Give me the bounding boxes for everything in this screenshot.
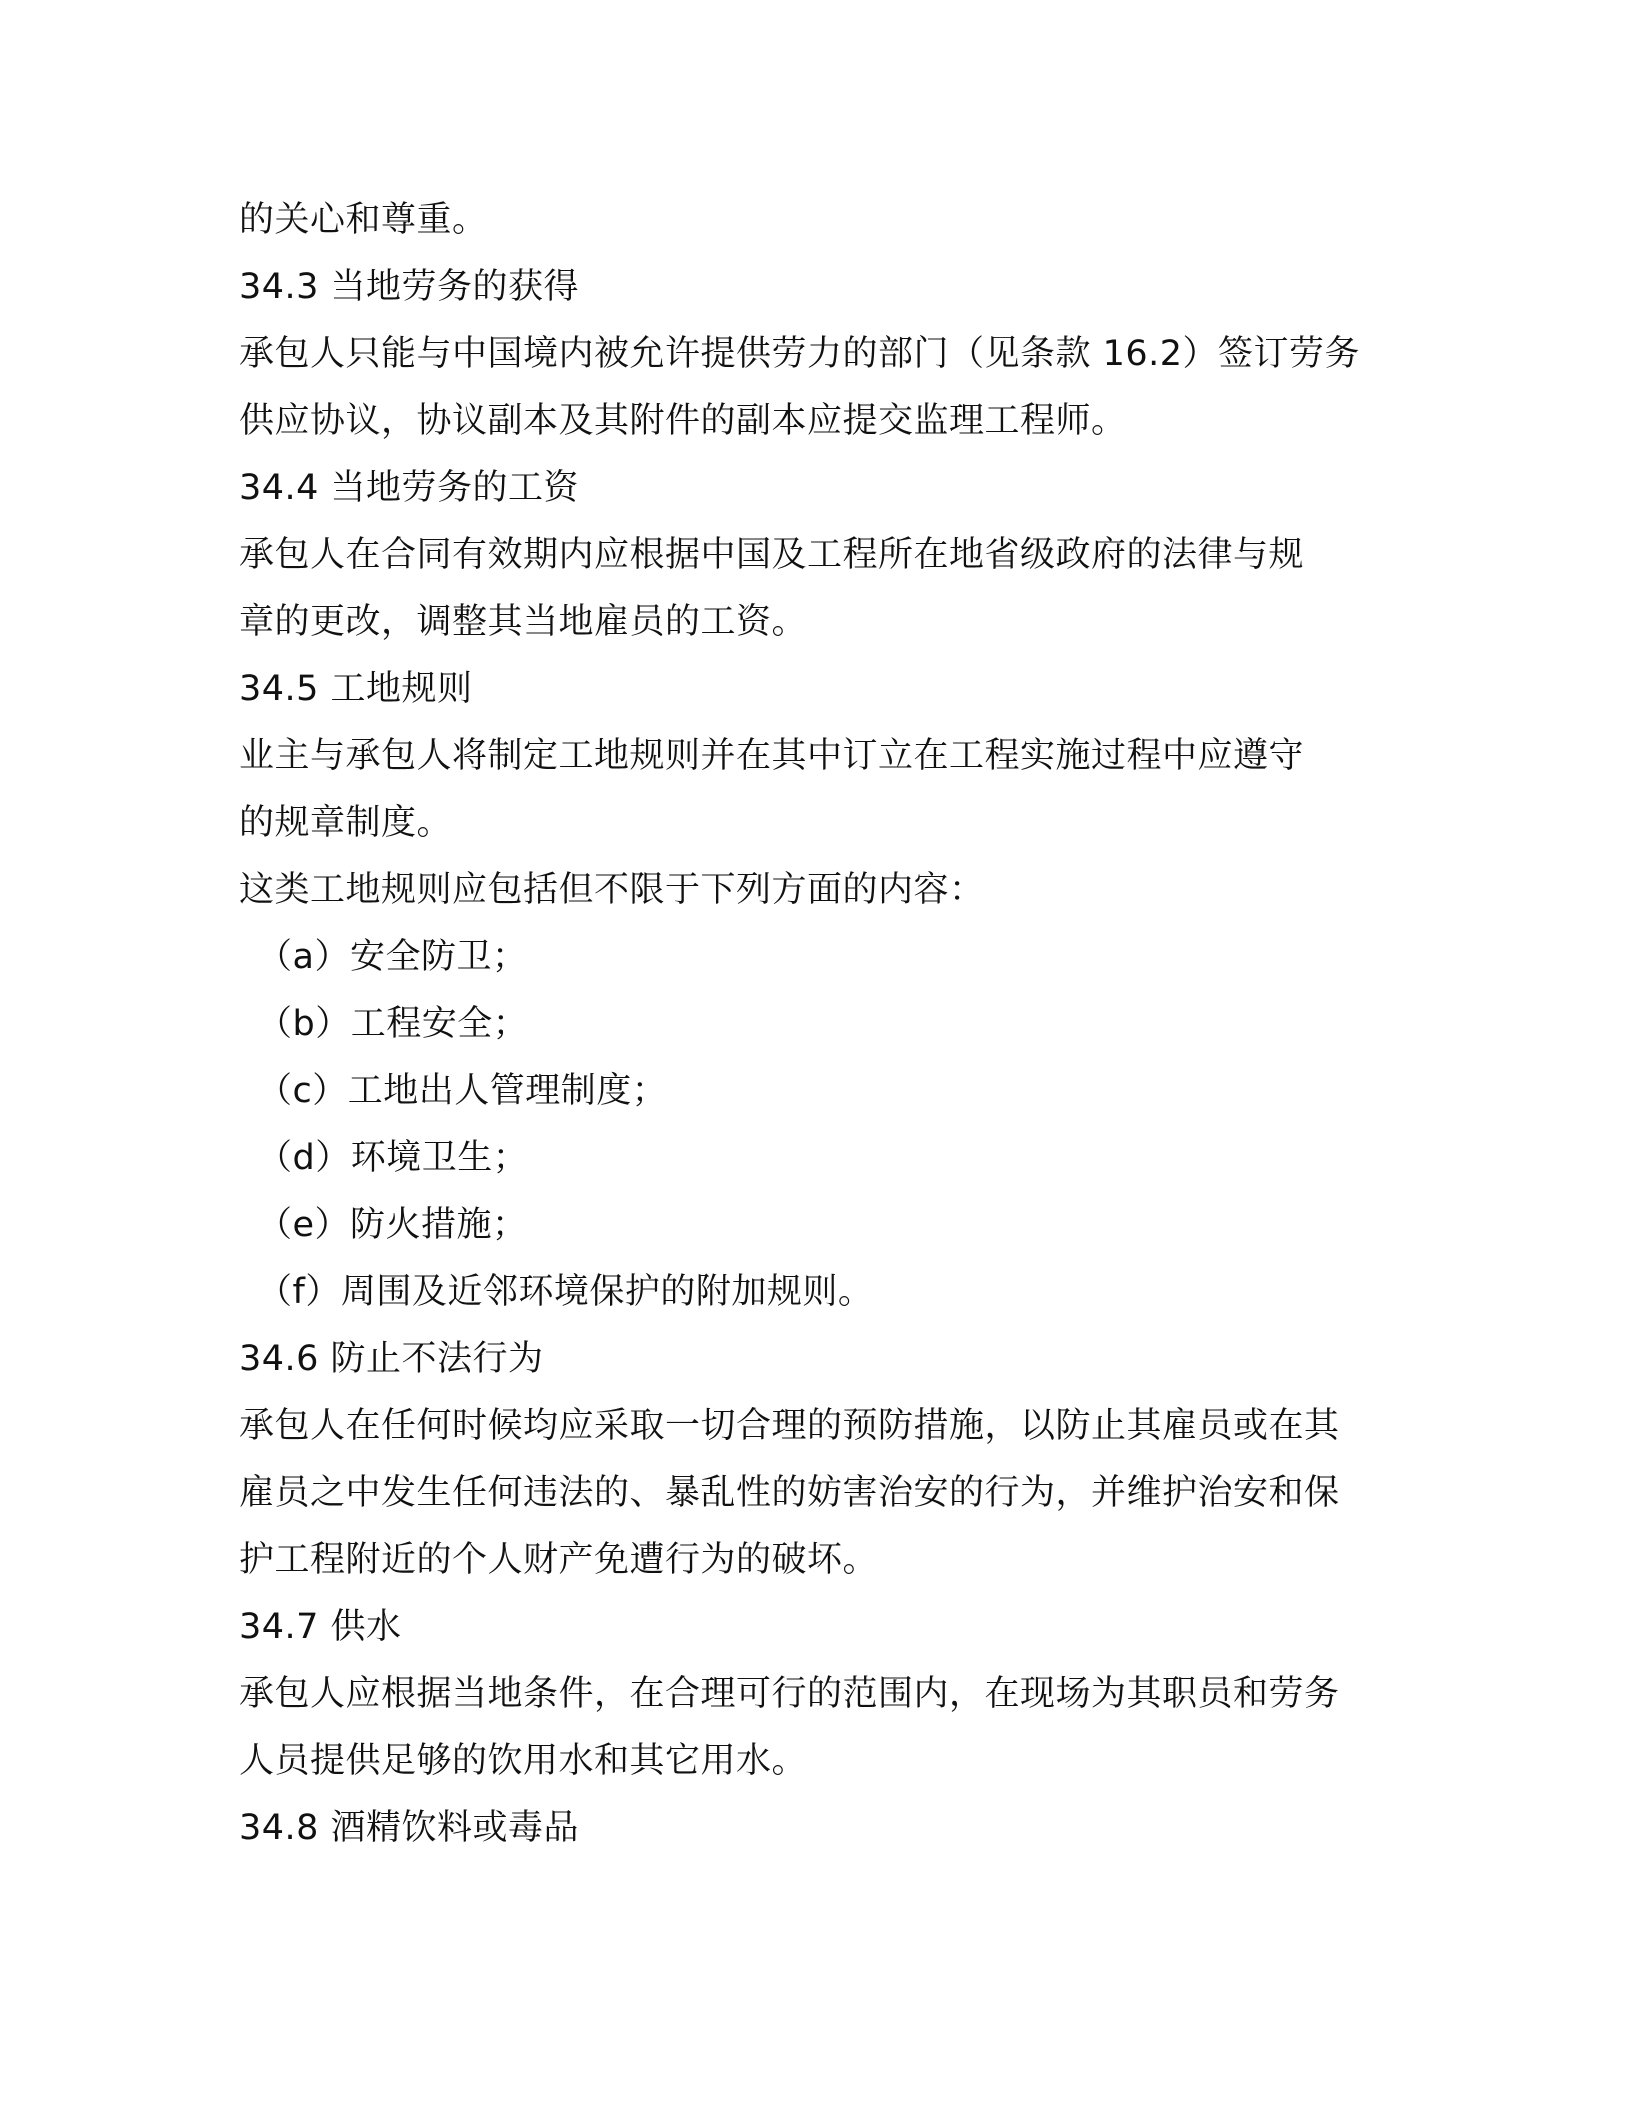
body-line: 人员提供足够的饮用水和其它用水。 [239, 1741, 808, 1781]
list-item-e: （e）防火措施； [257, 1205, 528, 1245]
section-heading-34-6: 34.6 防止不法行为 [239, 1339, 544, 1379]
body-line: 章的更改，调整其当地雇员的工资。 [239, 602, 808, 642]
body-line: 承包人只能与中国境内被允许提供劳力的部门（见条款 16.2）签订劳务 [239, 334, 1361, 374]
list-item-a: （a）安全防卫； [257, 937, 528, 977]
body-line: 承包人在合同有效期内应根据中国及工程所在地省级政府的法律与规 [239, 535, 1305, 575]
section-heading-34-4: 34.4 当地劳务的工资 [239, 468, 580, 508]
list-item-d: （d）环境卫生； [257, 1138, 529, 1178]
body-line: 护工程附近的个人财产免遭行为的破坏。 [239, 1540, 879, 1580]
section-heading-34-8: 34.8 酒精饮料或毒品 [239, 1808, 580, 1848]
body-line: 业主与承包人将制定工地规则并在其中订立在工程实施过程中应遵守 [239, 736, 1305, 776]
text-column [239, 187, 1399, 1862]
body-line: 的规章制度。 [239, 803, 453, 843]
body-line: 的关心和尊重。 [239, 200, 488, 240]
list-item-b: （b）工程安全； [257, 1004, 529, 1044]
section-heading-34-5: 34.5 工地规则 [239, 669, 473, 709]
list-item-f: （f）周围及近邻环境保护的附加规则。 [257, 1272, 874, 1312]
body-line: 承包人应根据当地条件，在合理可行的范围内，在现场为其职员和劳务 [239, 1674, 1340, 1714]
body-line: 这类工地规则应包括但不限于下列方面的内容： [239, 870, 985, 910]
section-heading-34-3: 34.3 当地劳务的获得 [239, 267, 580, 307]
body-line: 雇员之中发生任何违法的、暴乱性的妨害治安的行为，并维护治安和保 [239, 1473, 1340, 1513]
body-line: 承包人在任何时候均应采取一切合理的预防措施，以防止其雇员或在其 [239, 1406, 1340, 1446]
list-item-c: （c）工地出人管理制度； [257, 1071, 668, 1111]
section-heading-34-7: 34.7 供水 [239, 1607, 402, 1647]
body-line: 供应协议，协议副本及其附件的副本应提交监理工程师。 [239, 401, 1127, 441]
